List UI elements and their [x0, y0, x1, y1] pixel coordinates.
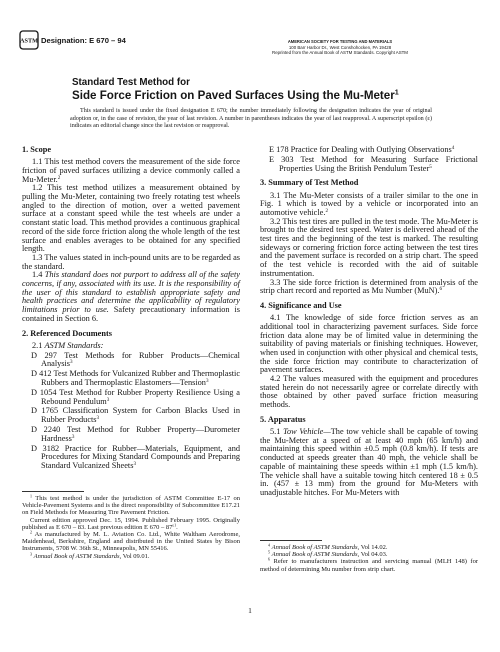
footnote-marker: 3 — [133, 460, 136, 467]
subsection-label: ASTM Standards: — [44, 340, 104, 350]
section-heading-summary: 3. Summary of Test Method — [260, 178, 359, 188]
footnote-marker: 3 — [205, 377, 209, 384]
paragraph-text: The tow vehicle shall be capable of towing the Mu-Meter at a speed of at least 40 mph (65 km/h) and maintaining this speed within ±0.5 mph (0.8 km/h). If tests are conducted at speeds greater than 40 mph, the vehicle shall be capable of maintaining these speeds within ±1 mph (1.5 km/h). The vehicle shall have a suitable towing hitch centered 18 ± 0.5 in. (457 ± 13 mm) from the ground for Mu-Meters with unadjustable hitches. For Mu-Meters with — [260, 427, 478, 497]
astm-logo — [19, 30, 39, 50]
footnote-number: 2 — [30, 529, 33, 535]
reference-d2240 — [31, 426, 240, 443]
reference-title: Classification System for Carbon Blacks Used in Rubber Products — [41, 406, 240, 425]
reference-e178 — [269, 146, 478, 155]
footnote-number: 5 — [268, 549, 271, 555]
reference-d297 — [31, 352, 240, 369]
paragraph-3-1 — [260, 192, 478, 218]
left-column — [22, 146, 240, 471]
paragraph-text: 3.3 The side force friction is determined from analysis of the strip chart record and reported as Mu Number (MuN). — [260, 277, 478, 296]
right-column — [260, 146, 478, 498]
reference-d412 — [31, 370, 240, 387]
section-heading-significance: 4. Significance and Use — [260, 300, 342, 310]
paragraph-1-3: 1.3 The values stated in inch-pound units are to be regarded as the standard. — [22, 252, 240, 271]
footnote-1 — [22, 495, 240, 517]
epsilon-marker: ε1 — [172, 522, 177, 528]
footnote-text: As manufactured by M. L. Aviation Co. Ltd., White Waltham Aerodrome, Maidenhead, Berkshire, England and distributed in the United States by Bison Instruments, 5708 W. 36th St., Minneapolis, MN 55416. — [22, 531, 240, 553]
paragraph-number: 1.4 — [32, 270, 43, 280]
footnote-marker: 3 — [96, 415, 100, 422]
footnote-marker: 3 — [106, 396, 110, 403]
footnote-3 — [22, 553, 240, 560]
reference-d3182 — [31, 445, 240, 471]
reference-code: E 178 — [269, 145, 289, 154]
publisher-block — [255, 39, 425, 56]
book-title: Annual Book of ASTM Standards, — [271, 551, 360, 559]
footnotes-left — [22, 495, 240, 560]
footnote-number: 4 — [268, 542, 271, 548]
footnote-divider-right — [260, 540, 322, 541]
reference-code: D 3182 — [31, 443, 60, 453]
footnote-marker: 6 — [439, 286, 443, 293]
paragraph-number: 5.1 — [270, 427, 281, 437]
subsection-astm-standards — [22, 342, 240, 351]
section-heading-referenced-documents: 2. Referenced Documents — [22, 328, 112, 338]
reprint-note: Reprinted from the Annual Book of ASTM Standards. Copyright ASTM — [272, 50, 408, 55]
society-address: 100 Barr Harbor Dr., West Conshohocken, PA 19428 — [288, 44, 392, 50]
footnote-text-end: . — [176, 523, 178, 531]
volume-number: Vol 04.03. — [360, 551, 388, 559]
footnote-marker: 1 — [394, 87, 399, 97]
reference-title: Test Methods for Vulcanized Rubber and Thermoplastic Rubbers and Thermoplastic Elastomers—Tension — [41, 369, 240, 387]
footnote-2 — [22, 531, 240, 553]
footnote-text: Current edition approved Dec. 15, 1994. Published February 1995. Originally published as E 670 – 83. Last previous edition E 670 – 87 — [22, 516, 240, 531]
title-line-2 — [72, 89, 399, 102]
footnote-marker: 4 — [451, 144, 455, 151]
volume-number: Vol 09.01. — [122, 552, 150, 560]
book-title: Annual Book of ASTM Standards, — [33, 552, 122, 560]
paragraph-text: Safety precautionary information is contained in Section 6. — [22, 305, 240, 323]
paragraph-1-1 — [22, 158, 240, 184]
footnote-text: Refer to manufacturers instruction and servicing manual (MLH 148) for method of determining Mu number from strip chart. — [260, 558, 479, 573]
footnote-6 — [260, 558, 478, 572]
paragraph-label: Tow Vehicle— — [283, 427, 331, 437]
footnote-text: This test method is under the jurisdiction of ASTM Committee E-17 on Vehicle-Pavement Systems and is the direct responsibility of Subcommittee E17.21 on Field Methods for Measuring Tire Pavement Friction. — [22, 495, 240, 517]
footnote-1-edition — [22, 517, 240, 531]
footnotes-right — [260, 544, 478, 573]
paragraph-4-1: 4.1 The knowledge of side force friction serves as an additional tool in characterizing pavement surfaces. Side force friction data alone may be of limited value in determining the suitability of paving materials or finishing techniques. However, when used in conjunction with other physical and chemical tests, the side force friction may contribute to characterization of pavement surfaces. — [260, 313, 478, 375]
paragraph-text: 1.1 This test method covers the measurement of the side force friction of paved surfaces utilizing a device commonly called a Mu-Meter. — [22, 157, 240, 184]
reference-title: Test Methods for Rubber Products—Chemical Analysis — [41, 350, 240, 369]
book-title: Annual Book of ASTM Standards, — [271, 544, 360, 551]
paragraph-4-2: 4.2 The values measured with the equipment and procedures stated herein do not necessarily agree or correlate directly with those obtained by other paved surface friction measuring methods. — [260, 374, 478, 410]
reference-title: Practice for Rubber—Materials, Equipment, and Procedures for Mixing Standard Compounds and Preparing Standard Vulcanized Sheets — [41, 443, 240, 471]
footnote-marker: 3 — [71, 433, 75, 440]
reference-d1765 — [31, 407, 240, 424]
footnote-marker: 2 — [57, 174, 61, 181]
reference-code: D 2240 — [31, 425, 61, 435]
footnote-number: 6 — [268, 557, 271, 562]
reference-code: D 297 — [31, 350, 57, 360]
title-line-1: Standard Test Method for — [72, 77, 190, 88]
volume-number: Vol 14.02. — [360, 544, 388, 551]
reference-code: D 1765 — [31, 406, 59, 416]
safety-caveat-text: This standard does not purport to address all of the safety concerns, if any, associated with its use. It is the responsibility of the user of this standard to establish appropriate safety and health practices and determine the applicability of regulatory limitations prior to use. — [22, 270, 240, 315]
society-name: AMERICAN SOCIETY FOR TESTING AND MATERIALS — [287, 39, 393, 44]
footnote-divider-left — [22, 491, 84, 492]
footnote-number: 3 — [30, 551, 33, 557]
reference-title: Test Method for Rubber Property—Durometer Hardness — [41, 425, 240, 443]
footnote-marker: 3 — [70, 359, 73, 366]
title-text: Side Force Friction on Paved Surfaces Using the Mu-Meter — [72, 89, 395, 102]
intro-paragraph: This standard is issued under the fixed designation E 670; the number immediately following the designation indicates the year of original adoption or, in the case of revision, the year of last revision. A number in parentheses indicates the year of last reapproval. A superscript epsilon (ε) indicates an editorial change since the last revision or reapproval. — [70, 108, 432, 130]
paragraph-3-3 — [260, 279, 478, 296]
reference-title: Test Method for Measuring Surface Frictional Properties Using the British Pendulum Tester — [279, 154, 478, 173]
paragraph-3-2: 3.2 This test tires are pulled in the test mode. The Mu-Meter is brought to the desired test speed. Water is delivered ahead of the test tires and the beginning of the test is marked. The resulting sideways or cornering friction force acting between the test tires and the pavement surface is recorded on a strip chart. The speed of the test vehicle is recorded with the aid of suitable instrumentation. — [260, 216, 478, 278]
footnote-marker: 5 — [429, 163, 432, 170]
reference-code: D 412 — [31, 369, 52, 379]
footnote-marker: 2 — [325, 207, 328, 214]
reference-code: D 1054 — [31, 387, 57, 397]
paragraph-1-2: 1.2 This test method utilizes a measurement obtained by pulling the Mu-Meter, containing two freely rotating test wheels angled to the direction of motion, over a wetted pavement surface at a constant speed while the test wheels are under a constant static load. This method provides a continuous graphical record of the side force friction along the whole length of the test surface and enables averages to be obtained for any specified length. — [22, 183, 240, 254]
section-heading-scope: 1. Scope — [22, 145, 52, 154]
paragraph-5-1 — [260, 428, 478, 498]
section-heading-apparatus: 5. Apparatus — [260, 414, 306, 424]
reference-title: Test Method for Rubber Property Resilience Using a Rebound Pendulum — [41, 387, 240, 406]
logo-text: ASTM — [20, 37, 38, 45]
reference-code: E 303 — [269, 154, 294, 164]
reference-e303 — [269, 156, 478, 173]
paragraph-number: 2.1 — [32, 340, 43, 350]
page-number: 1 — [248, 606, 252, 615]
footnote-number: 1 — [30, 493, 33, 499]
paragraph-text: 3.1 The Mu-Meter consists of a trailer similar to the one in Fig. 1 which is towed by a vehicle or incorporated into an automotive vehicle. — [260, 190, 478, 217]
reference-d1054 — [31, 389, 240, 406]
reference-title: Practice for Dealing with Outlying Observations — [290, 145, 452, 154]
paragraph-1-4 — [22, 271, 240, 323]
designation: Designation: E 670 – 94 — [41, 36, 126, 45]
